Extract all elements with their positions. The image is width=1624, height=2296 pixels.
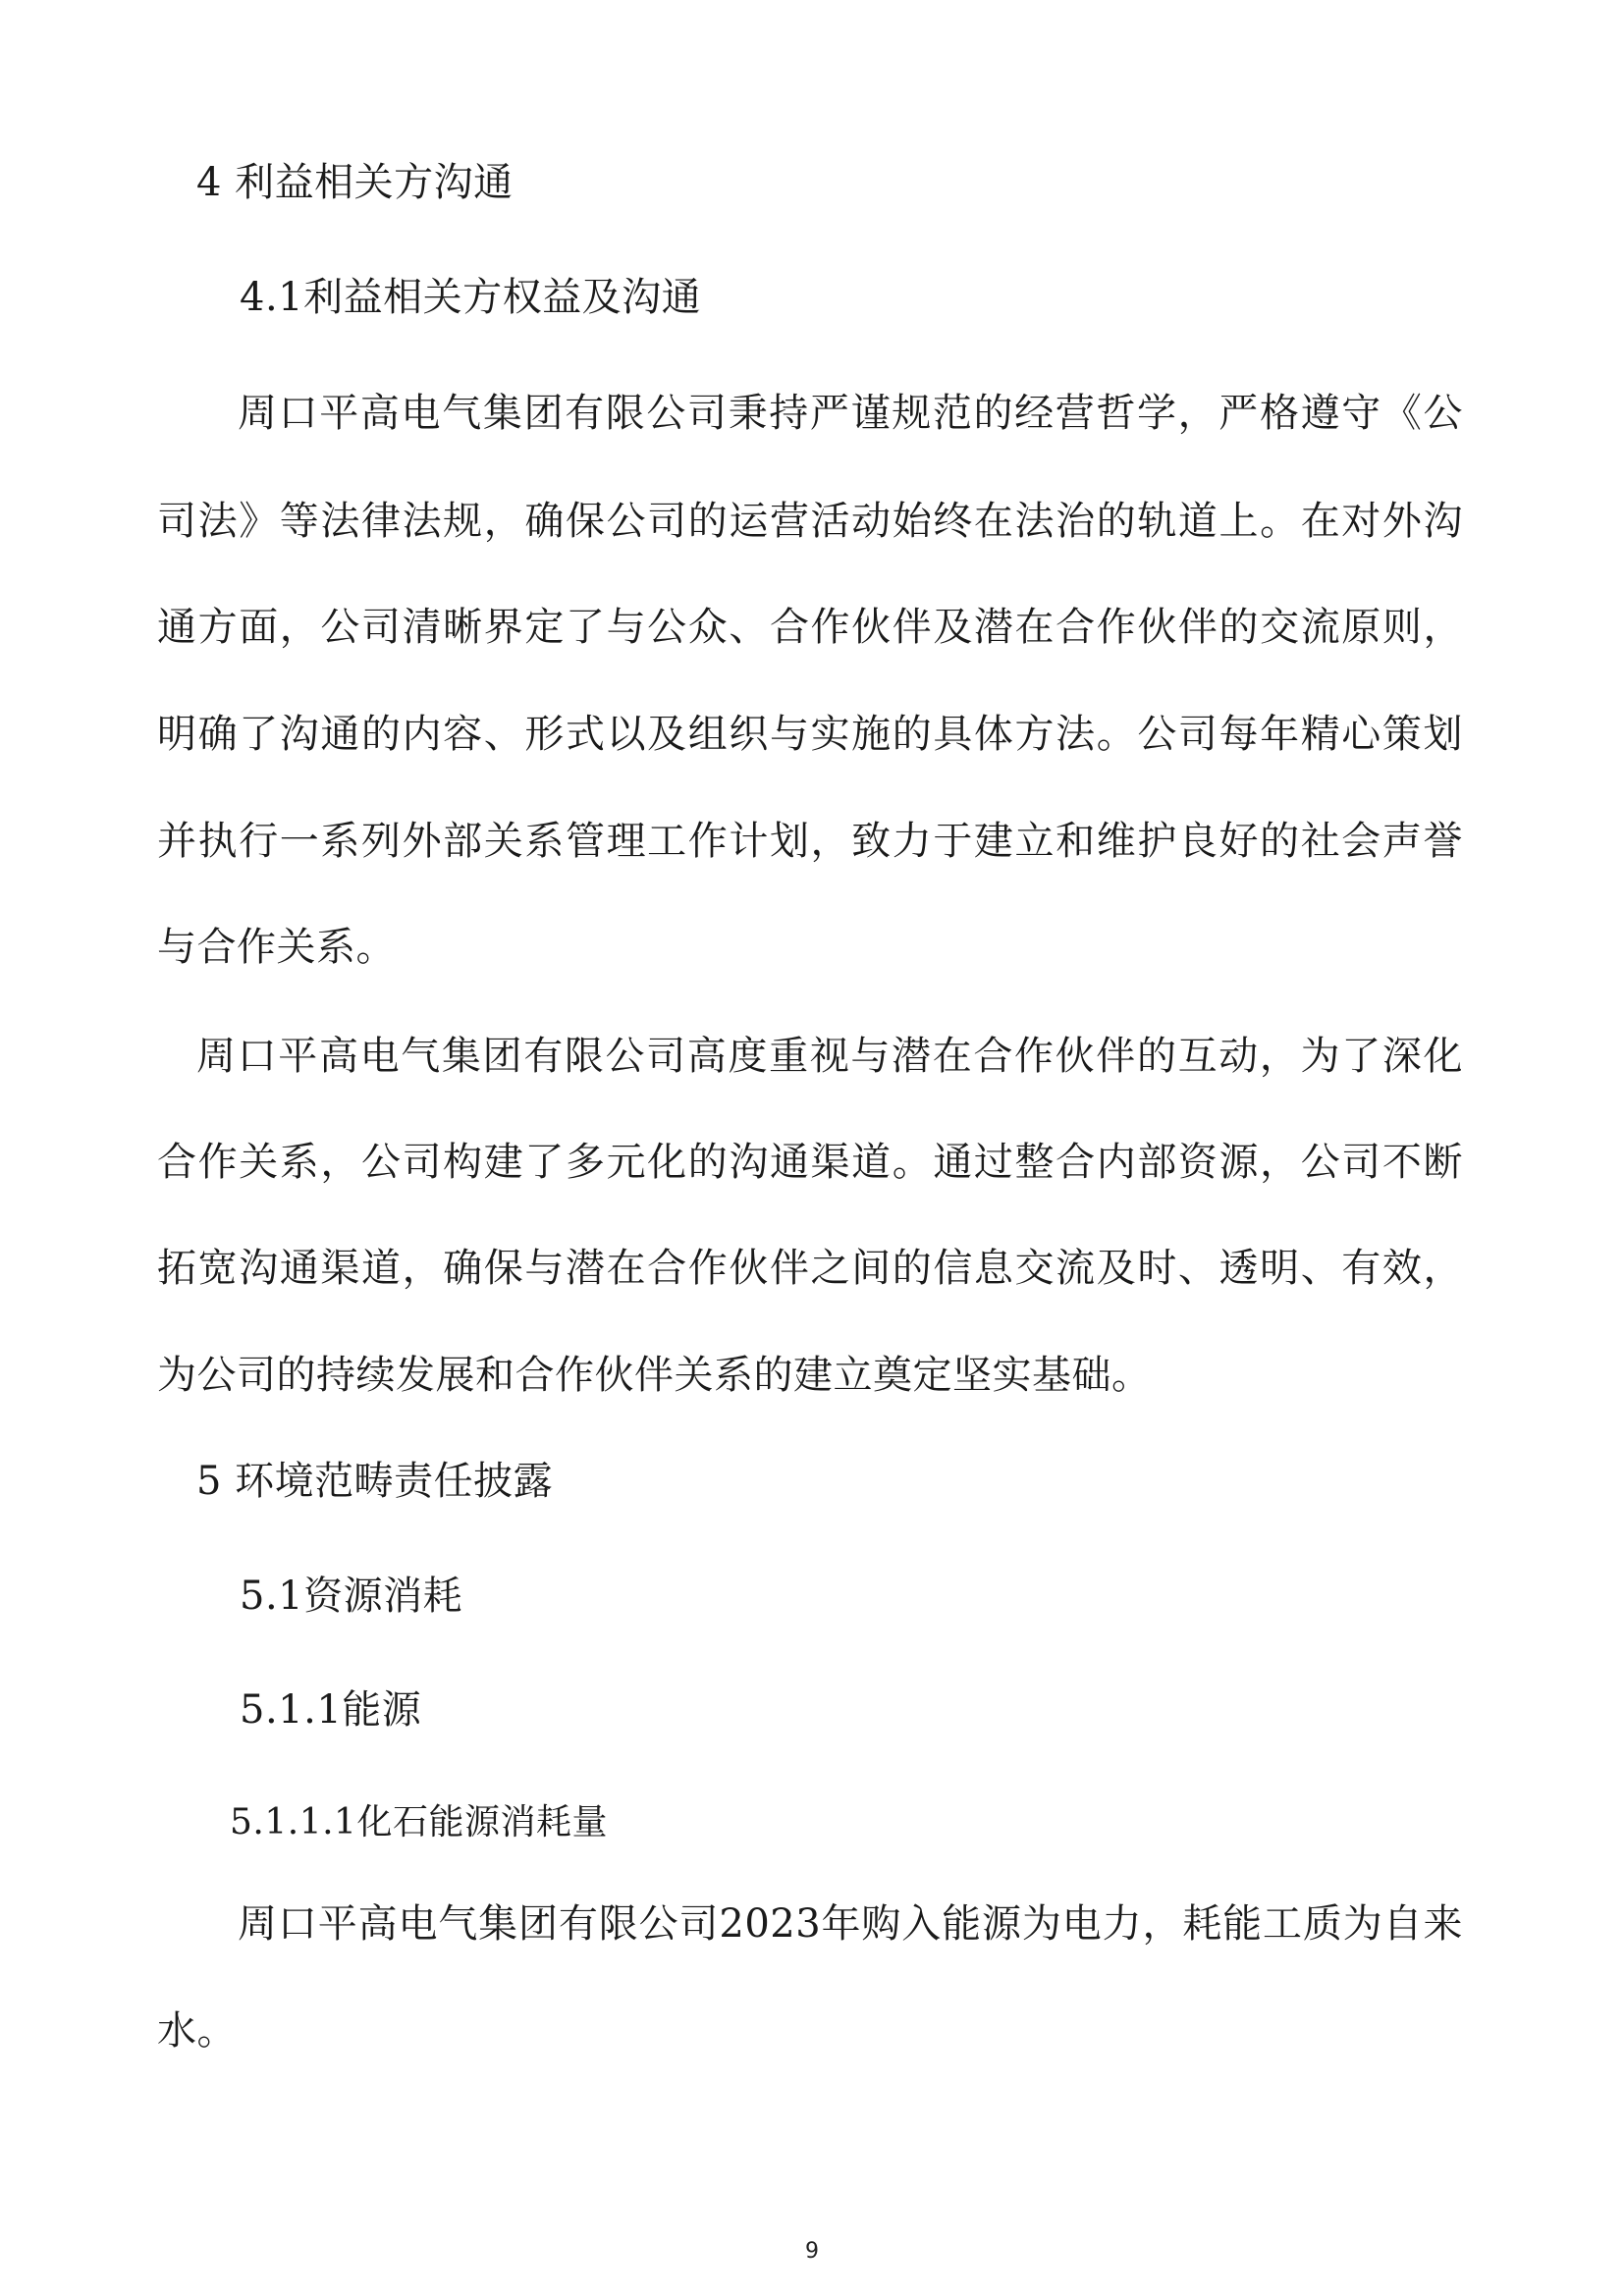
paragraph-line: 周口平高电气集团有限公司高度重视与潜在合作伙伴的互动，为了深化 — [196, 1034, 1463, 1079]
paragraph-line: 拓宽沟通渠道，确保与潜在合作伙伴之间的信息交流及时、透明、有效， — [157, 1246, 1463, 1291]
section-4-heading: 4 利益相关方沟通 — [196, 160, 514, 205]
paragraph-line: 司法》等法律法规，确保公司的运营活动始终在法治的轨道上。在对外沟 — [157, 499, 1463, 544]
section-5-1-heading: 5.1资源消耗 — [240, 1574, 463, 1619]
paragraph-line: 水。 — [157, 2008, 237, 2054]
paragraph-line: 并执行一系列外部关系管理工作计划，致力于建立和维护良好的社会声誉 — [157, 819, 1463, 864]
page-number: 9 — [805, 2239, 819, 2264]
paragraph-line: 周口平高电气集团有限公司秉持严谨规范的经营哲学，严格遵守《公 — [238, 391, 1463, 436]
section-5-heading: 5 环境范畴责任披露 — [196, 1459, 554, 1504]
section-5-1-1-heading: 5.1.1能源 — [240, 1687, 422, 1733]
section-5-1-1-1-heading: 5.1.1.1化石能源消耗量 — [230, 1802, 608, 1842]
paragraph-line: 为公司的持续发展和合作伙伴关系的建立奠定坚实基础。 — [157, 1353, 1152, 1398]
paragraph-line: 周口平高电气集团有限公司2023年购入能源为电力，耗能工质为自来 — [238, 1901, 1463, 1947]
paragraph-line: 与合作关系。 — [157, 925, 396, 970]
paragraph-line: 明确了沟通的内容、形式以及组织与实施的具体方法。公司每年精心策划 — [157, 712, 1463, 757]
section-4-1-heading: 4.1利益相关方权益及沟通 — [240, 275, 702, 320]
paragraph-line: 通方面，公司清晰界定了与公众、合作伙伴及潜在合作伙伴的交流原则， — [157, 605, 1463, 650]
paragraph-line: 合作关系，公司构建了多元化的沟通渠道。通过整合内部资源，公司不断 — [157, 1140, 1463, 1185]
